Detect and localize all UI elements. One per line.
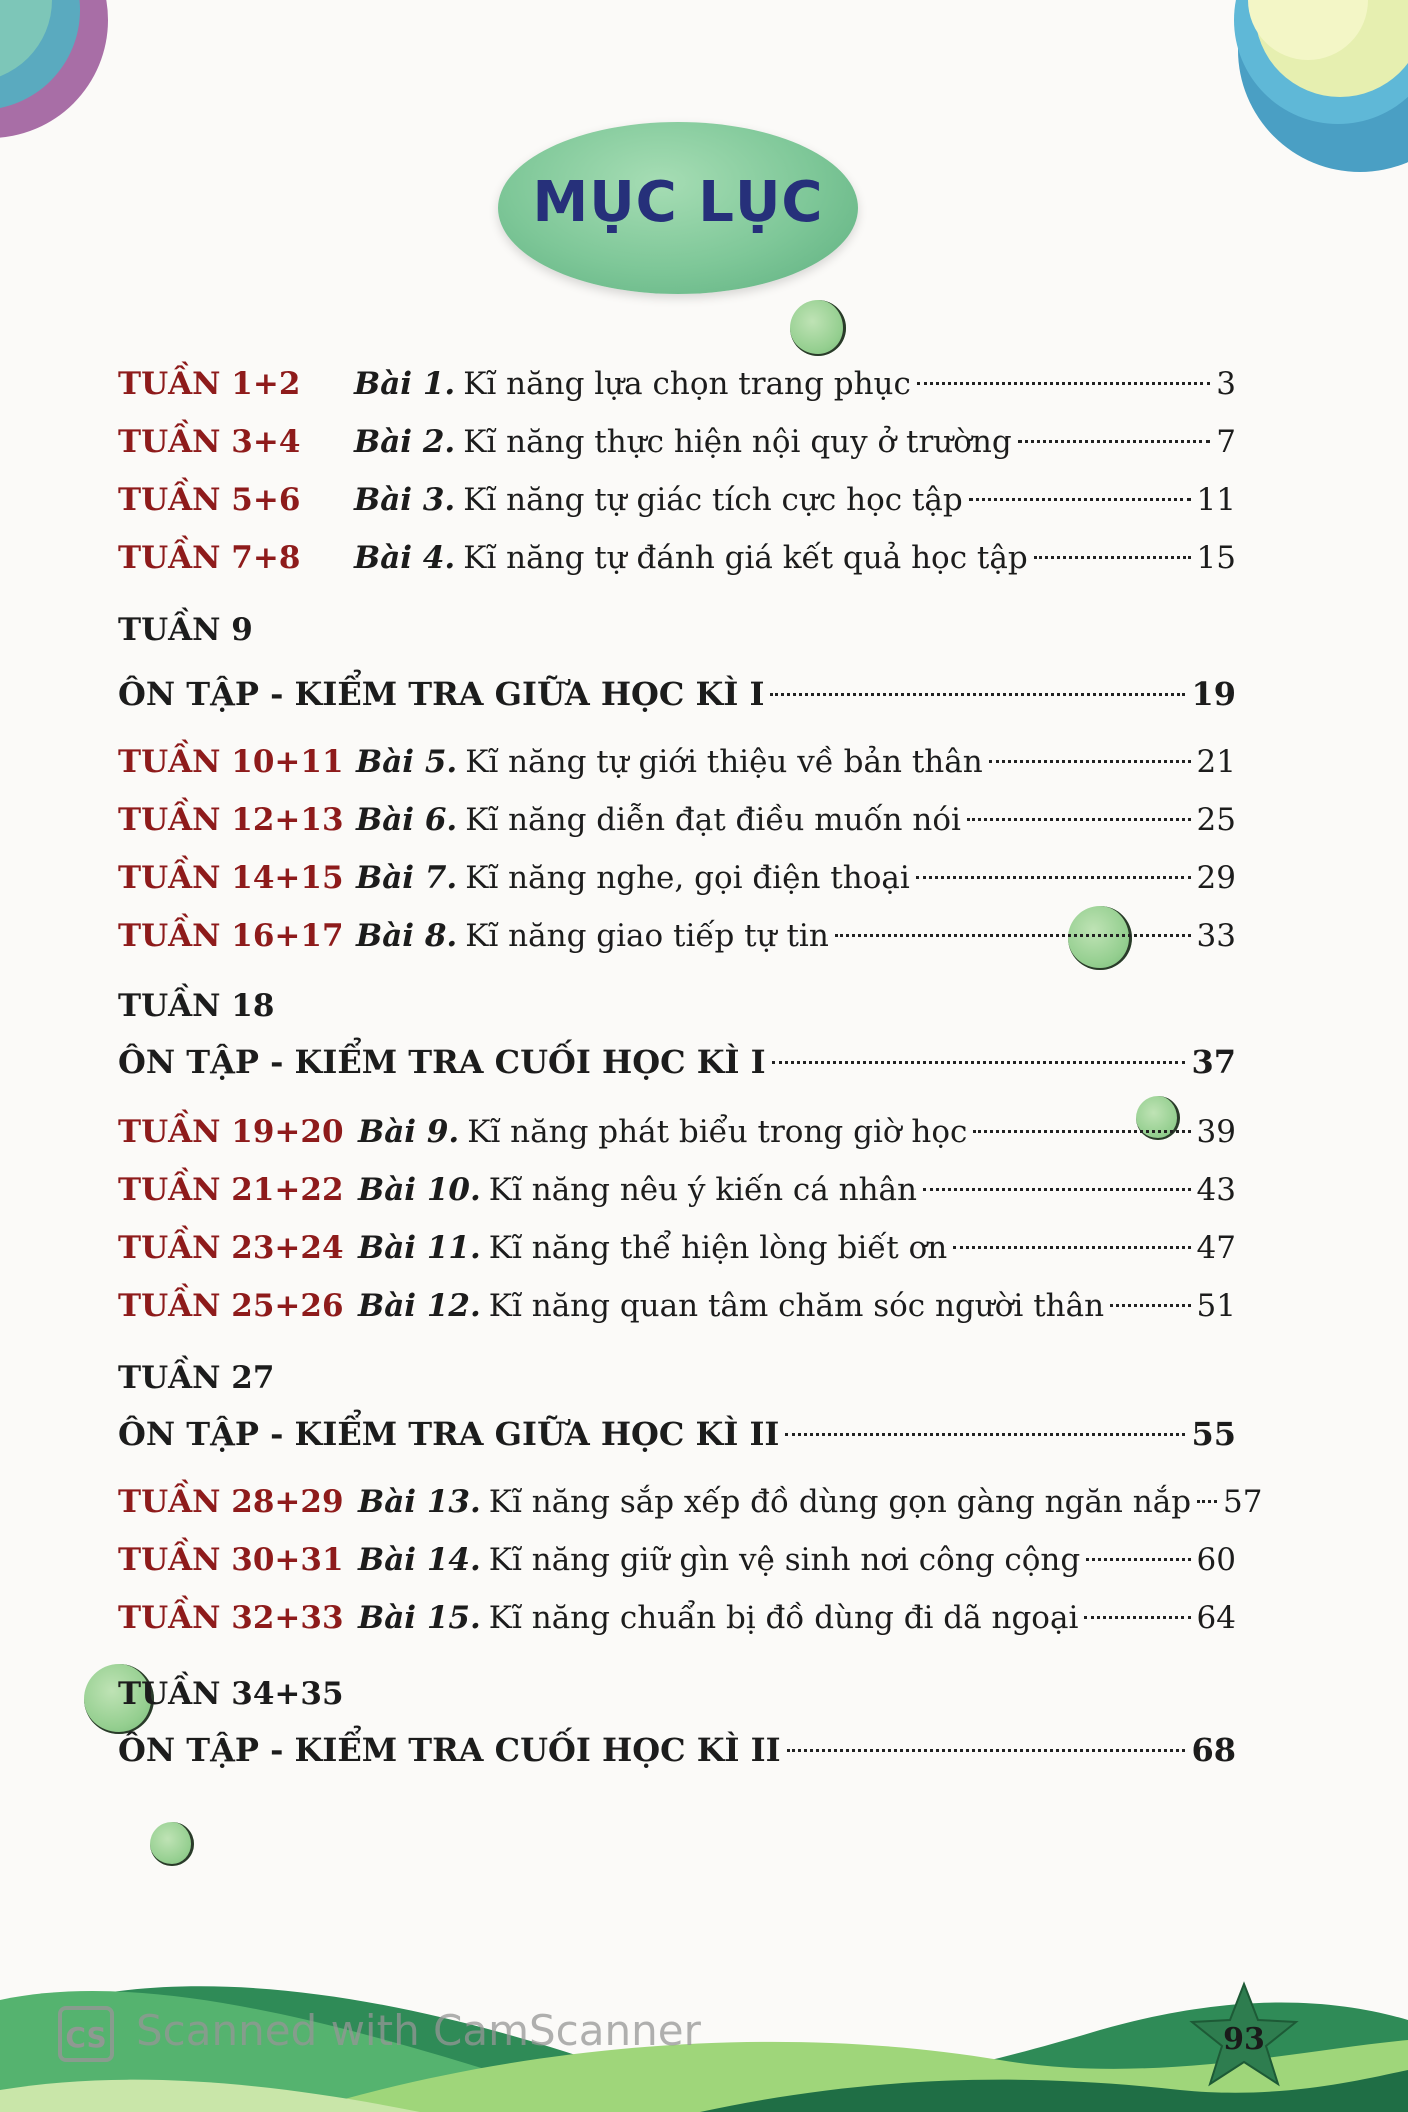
week-label: TUẦN 25+26 [118,1288,344,1324]
week-label: TUẦN 7+8 [118,540,301,576]
page-ref: 21 [1196,744,1236,780]
week-label: TUẦN 32+33 [118,1600,344,1636]
page-ref: 19 [1191,675,1236,713]
lesson-number: Bài 11. [358,1230,481,1266]
review-week [118,980,1236,1032]
page-ref: 60 [1196,1542,1236,1578]
lesson-title: Kĩ năng chuẩn bị đồ dùng đi dã ngoại [488,1600,1079,1636]
dot-leader [1034,556,1191,559]
toc-entry[interactable] [118,1476,1263,1528]
dot-leader [770,693,1185,696]
lesson-title: Kĩ năng giao tiếp tự tin [465,918,829,954]
page-ref: 39 [1196,1114,1236,1150]
dot-leader [916,876,1191,879]
page-ref: 68 [1191,1731,1236,1769]
week-label: TUẦN 16+17 [118,918,344,954]
toc-entry[interactable] [118,474,1236,526]
review-title: ÔN TẬP - KIỂM TRA GIỮA HỌC KÌ I [118,675,765,713]
decorative-bubble [790,300,846,356]
lesson-number: Bài 8. [356,918,458,954]
review-week [118,1668,1236,1720]
page-ref: 29 [1196,860,1236,896]
decorative-bubble [150,1822,194,1866]
toc-entry[interactable] [118,852,1236,904]
lesson-number: Bài 6. [356,802,458,838]
week-label: TUẦN 3+4 [118,424,301,460]
lesson-number: Bài 1. [354,366,456,402]
page-ref: 11 [1196,482,1236,518]
toc-entry[interactable] [118,910,1236,962]
week-label: TUẦN 28+29 [118,1484,344,1520]
dot-leader [953,1246,1190,1249]
toc-entry[interactable] [118,1534,1236,1586]
decorative-corner-circles-left [0,0,120,150]
lesson-title: Kĩ năng nghe, gọi điện thoại [465,860,910,896]
lesson-number: Bài 14. [358,1542,481,1578]
toc-review-entry[interactable] [118,1722,1236,1778]
toc-review-entry[interactable] [118,666,1236,722]
week-label: TUẦN 18 [118,988,275,1024]
toc-entry[interactable] [118,358,1236,410]
lesson-title: Kĩ năng nêu ý kiến cá nhân [488,1172,917,1208]
lesson-title: Kĩ năng sắp xếp đồ dùng gọn gàng ngăn nắp [488,1484,1192,1520]
page-ref: 25 [1196,802,1236,838]
toc-entry[interactable] [118,532,1236,584]
lesson-number: Bài 4. [354,540,456,576]
page-ref: 57 [1223,1484,1263,1520]
week-label: TUẦN 30+31 [118,1542,344,1578]
dot-leader [1086,1558,1190,1561]
page-number: 93 [1223,2022,1265,2057]
lesson-number: Bài 10. [358,1172,481,1208]
page-title: MỤC LỤC [532,170,824,235]
page-ref: 3 [1216,366,1236,402]
week-label: TUẦN 23+24 [118,1230,344,1266]
review-week [118,1352,1236,1404]
review-title: ÔN TẬP - KIỂM TRA GIỮA HỌC KÌ II [118,1415,780,1453]
week-label: TUẦN 34+35 [118,1676,344,1712]
dot-leader [1084,1616,1190,1619]
week-label: TUẦN 19+20 [118,1114,344,1150]
week-label: TUẦN 21+22 [118,1172,344,1208]
lesson-number: Bài 9. [358,1114,460,1150]
week-label: TUẦN 5+6 [118,482,301,518]
week-label: TUẦN 12+13 [118,802,344,838]
toc-entry[interactable] [118,1592,1236,1644]
dot-leader [772,1061,1186,1064]
lesson-number: Bài 5. [356,744,458,780]
week-label: TUẦN 10+11 [118,744,344,780]
toc-entry[interactable] [118,1222,1236,1274]
page-ref: 37 [1191,1043,1236,1081]
lesson-number: Bài 13. [358,1484,481,1520]
week-label: TUẦN 27 [118,1360,275,1396]
lesson-title: Kĩ năng lựa chọn trang phục [463,366,911,402]
lesson-number: Bài 12. [358,1288,481,1324]
toc-entry[interactable] [118,736,1236,788]
page-ref: 55 [1191,1415,1236,1453]
toc-review-entry[interactable] [118,1034,1236,1090]
lesson-title: Kĩ năng diễn đạt điều muốn nói [465,802,961,838]
week-label: TUẦN 1+2 [118,366,301,402]
dot-leader [967,818,1191,821]
toc-entry[interactable] [118,1106,1236,1158]
dot-leader [917,382,1210,385]
review-title: ÔN TẬP - KIỂM TRA CUỐI HỌC KÌ II [118,1731,781,1769]
dot-leader [1018,440,1211,443]
toc-entry[interactable] [118,1280,1236,1332]
lesson-title: Kĩ năng tự giác tích cực học tập [463,482,963,518]
toc-entry[interactable] [118,416,1236,468]
camscanner-logo: CS [58,2006,114,2062]
lesson-title: Kĩ năng thể hiện lòng biết ơn [488,1230,948,1266]
decorative-corner-circles-right [1228,0,1408,175]
toc-entry[interactable] [118,794,1236,846]
week-label: TUẦN 9 [118,612,253,648]
lesson-title: Kĩ năng tự đánh giá kết quả học tập [463,540,1028,576]
dot-leader [973,1130,1190,1133]
lesson-number: Bài 15. [358,1600,481,1636]
lesson-title: Kĩ năng phát biểu trong giờ học [467,1114,968,1150]
review-week [118,604,1236,656]
lesson-title: Kĩ năng quan tâm chăm sóc người thân [488,1288,1105,1324]
page-ref: 51 [1196,1288,1236,1324]
review-title: ÔN TẬP - KIỂM TRA CUỐI HỌC KÌ I [118,1043,766,1081]
lesson-title: Kĩ năng tự giới thiệu về bản thân [465,744,983,780]
page-ref: 47 [1196,1230,1236,1266]
toc-review-entry[interactable] [118,1406,1236,1462]
page-ref: 7 [1216,424,1236,460]
page-ref: 15 [1196,540,1236,576]
page-ref: 43 [1196,1172,1236,1208]
dot-leader [1110,1304,1190,1307]
dot-leader [1197,1500,1217,1503]
dot-leader [785,1433,1185,1436]
toc-entry[interactable] [118,1164,1236,1216]
scanner-watermark: Scanned with CamScanner [136,2006,701,2055]
lesson-number: Bài 2. [354,424,456,460]
lesson-title: Kĩ năng giữ gìn vệ sinh nơi công cộng [488,1542,1081,1578]
dot-leader [989,760,1191,763]
dot-leader [923,1188,1191,1191]
lesson-number: Bài 3. [354,482,456,518]
week-label: TUẦN 14+15 [118,860,344,896]
page-ref: 33 [1196,918,1236,954]
dot-leader [835,934,1191,937]
lesson-title: Kĩ năng thực hiện nội quy ở trường [463,424,1012,460]
dot-leader [787,1749,1186,1752]
page-ref: 64 [1196,1600,1236,1636]
dot-leader [969,498,1191,501]
lesson-number: Bài 7. [356,860,458,896]
